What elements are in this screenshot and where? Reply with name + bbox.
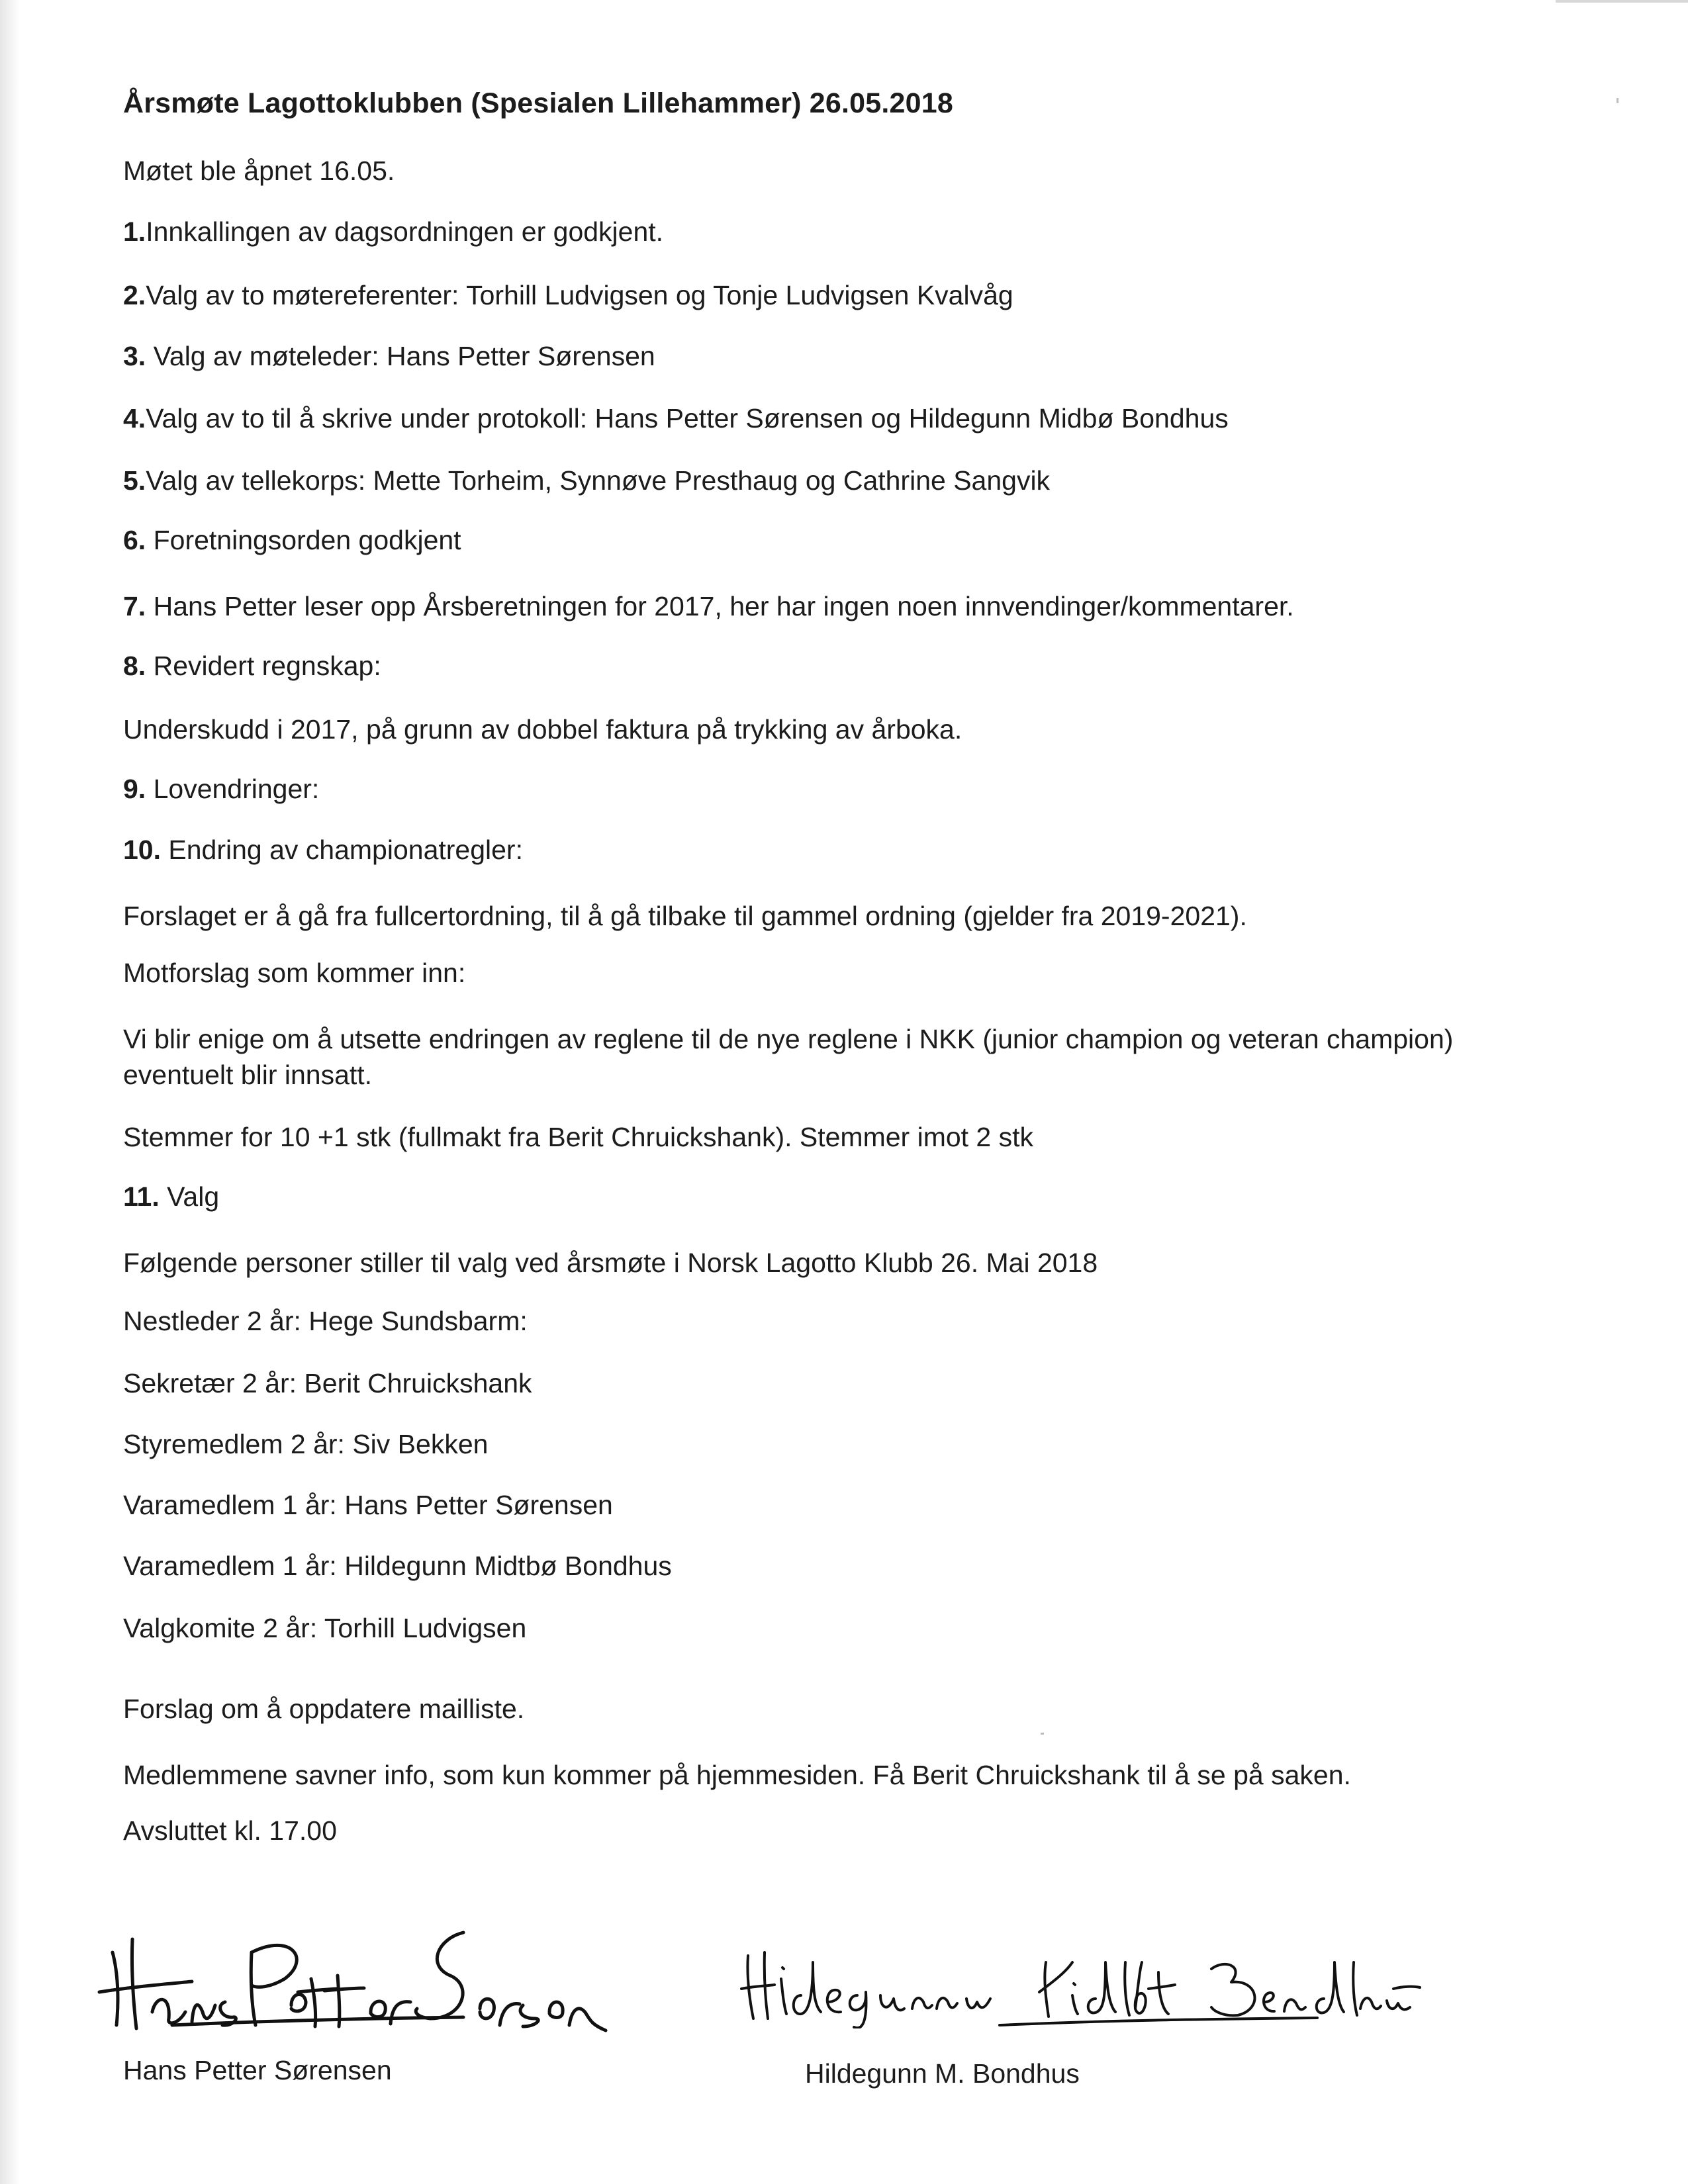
- item-number: 5.: [123, 465, 146, 496]
- medlemmene-line: Medlemmene savner info, som kun kommer på hjemmesiden. Få Berit Chruickshank til å se på saken.: [123, 1760, 1351, 1790]
- regnskap-note: Underskudd i 2017, på grunn av dobbel faktura på trykking av årboka.: [123, 714, 962, 745]
- agenda-item-5: [123, 462, 1050, 499]
- item-number: 7.: [123, 591, 146, 621]
- item-number: 1.: [123, 216, 146, 247]
- folgende-line: Følgende personer stiller til valg ved årsmøte i Norsk Lagotto Klubb 26. Mai 2018: [123, 1248, 1098, 1278]
- item-number: 10.: [123, 835, 161, 865]
- opening-line: Møtet ble åpnet 16.05.: [123, 156, 395, 186]
- item-text: Innkallingen av dagsordningen er godkjent.: [146, 216, 664, 247]
- enige-line-2: eventuelt blir innsatt.: [123, 1060, 373, 1090]
- avsluttet-line: Avsluttet kl. 17.00: [123, 1815, 337, 1846]
- item-text: Valg av møteleder: Hans Petter Sørensen: [146, 341, 655, 371]
- candidate-line: Varamedlem 1 år: Hans Petter Sørensen: [123, 1490, 613, 1520]
- agenda-item-11: [123, 1178, 219, 1215]
- agenda-item-1: [123, 213, 663, 250]
- item-text: Endring av championatregler:: [161, 835, 523, 865]
- scan-speck: [1617, 98, 1618, 103]
- candidate-line: Styremedlem 2 år: Siv Bekken: [123, 1429, 489, 1459]
- agenda-item-10: [123, 831, 523, 868]
- stemmer-line: Stemmer for 10 +1 stk (fullmakt fra Berit Chruickshank). Stemmer imot 2 stk: [123, 1122, 1034, 1152]
- item-number: 6.: [123, 525, 146, 555]
- document-title: Årsmøte Lagottoklubben (Spesialen Lillehammer) 26.05.2018: [123, 87, 954, 119]
- agenda-item-4: [123, 400, 1229, 437]
- agenda-item-3: [123, 338, 655, 375]
- item-text: Valg av to til å skrive under protokoll: Hans Petter Sørensen og Hildegunn Midbø Bondhus: [146, 403, 1229, 433]
- signatory-name: Hildegunn M. Bondhus: [805, 2058, 1080, 2089]
- item-text: Revidert regnskap:: [146, 651, 381, 681]
- item-number: 11.: [123, 1181, 160, 1212]
- agenda-item-2: [123, 277, 1013, 314]
- item-text: Valg av to møtereferenter: Torhill Ludvigsen og Tonje Ludvigsen Kvalvåg: [146, 280, 1013, 310]
- enige-line-1: Vi blir enige om å utsette endringen av reglene til de nye reglene i NKK (junior champion og veteran champion): [123, 1024, 1454, 1054]
- item-text: Valg: [159, 1181, 220, 1212]
- signature-block-2: [735, 1942, 1496, 2089]
- motforslag-line: Motforslag som kommer inn:: [123, 958, 466, 988]
- signature-block-1: [93, 1913, 622, 2085]
- agenda-item-9: [123, 770, 319, 807]
- item-number: 8.: [123, 651, 146, 681]
- handwritten-signature-icon: [735, 1942, 1496, 2028]
- item-number: 9.: [123, 774, 146, 804]
- candidate-line: Sekretær 2 år: Berit Chruickshank: [123, 1368, 532, 1398]
- item-text: Foretningsorden godkjent: [146, 525, 461, 555]
- scan-speck: [1041, 1733, 1044, 1735]
- item-number: 3.: [123, 341, 146, 371]
- agenda-item-6: [123, 522, 461, 559]
- candidate-line: Valgkomite 2 år: Torhill Ludvigsen: [123, 1613, 527, 1643]
- agenda-item-7: [123, 588, 1294, 625]
- item-text: Lovendringer:: [146, 774, 320, 804]
- item-number: 4.: [123, 403, 146, 433]
- candidate-line: Nestleder 2 år: Hege Sundsbarm:: [123, 1306, 528, 1336]
- item-text: Hans Petter leser opp Årsberetningen for 2017, her har ingen noen innvendinger/kommentarer.: [146, 591, 1294, 621]
- item-number: 2.: [123, 280, 146, 310]
- forslag-line: Forslaget er å gå fra fullcertordning, til å gå tilbake til gammel ordning (gjelder fra 2019-2021).: [123, 901, 1247, 931]
- item-text: Valg av tellekorps: Mette Torheim, Synnøve Presthaug og Cathrine Sangvik: [146, 465, 1051, 496]
- scan-edge: [1556, 0, 1688, 3]
- agenda-item-8: [123, 647, 381, 684]
- handwritten-signature-icon: [93, 1913, 622, 2038]
- scan-shadow: [0, 0, 20, 2184]
- signatory-name: Hans Petter Sørensen: [123, 2055, 392, 2085]
- mailliste-line: Forslag om å oppdatere mailliste.: [123, 1694, 525, 1724]
- candidate-line: Varamedlem 1 år: Hildegunn Midtbø Bondhus: [123, 1551, 672, 1581]
